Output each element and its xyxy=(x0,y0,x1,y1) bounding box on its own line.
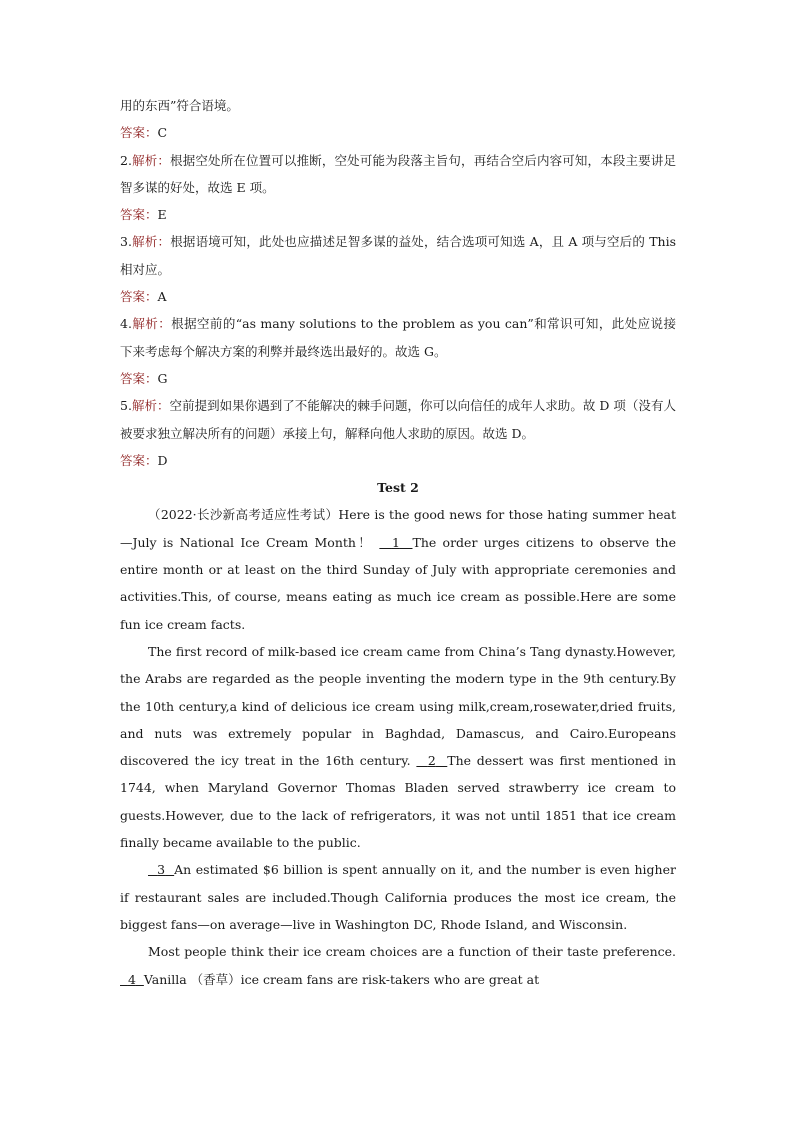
answer-label: 答案： xyxy=(120,125,158,141)
analysis-text: 根据语境可知，此处也应描述足智多谋的益处，结合选项可知选 A，且 A 项与空后的 This 相对应。 xyxy=(120,234,676,277)
analysis-item xyxy=(120,392,676,447)
answer-line xyxy=(120,447,676,474)
analysis-item xyxy=(120,228,676,283)
answer-label: 答案： xyxy=(120,370,158,386)
blank-2[interactable]: 2 xyxy=(427,753,436,769)
answer-line xyxy=(120,201,676,228)
passage-paragraph-1: （2022·长沙新高考适应性考试）Here is the good news for those hating summer heat—July is National Ice Cream Month！ 1 The order urges citizens to observe the entire month or at least on the third Sunday of July with appropriate ceremonies and activities.This, of course, means eating as much ice cream as possible.Here are some fun ice cream facts. xyxy=(120,507,676,632)
answer-line xyxy=(120,365,676,392)
analysis-label: 解析： xyxy=(131,398,170,414)
blank-4[interactable]: 4 xyxy=(127,971,136,987)
analysis-item xyxy=(120,310,676,365)
blank-3[interactable]: 3 xyxy=(157,862,166,878)
document-page xyxy=(120,92,676,993)
analysis-label: 解析： xyxy=(131,316,172,332)
analysis-label: 解析： xyxy=(131,234,171,250)
answer-label: 答案： xyxy=(120,289,158,305)
answer-line xyxy=(120,119,676,146)
answer-value: E xyxy=(157,207,167,223)
answer-value: C xyxy=(157,125,168,141)
test-title: Test 2 xyxy=(377,480,419,496)
exam-source: （2022·长沙新高考适应性考试） xyxy=(148,507,339,523)
analysis-text: 根据空处所在位置可以推断，空处可能为段落主旨句，再结合空后内容可知，本段主要讲足智多谋的好处，故选 E 项。 xyxy=(120,152,676,195)
answer-value: D xyxy=(157,452,168,468)
analysis-text: 空前提到如果你遇到了不能解决的棘手问题，你可以向信任的成年人求助。故 D 项（没有人被要求独立解决所有的问题）承接上句，解释向他人求助的原因。故选 D。 xyxy=(120,398,676,441)
item-number: 5. xyxy=(120,398,132,414)
answer-value: G xyxy=(157,370,168,386)
blank-1[interactable]: 1 xyxy=(391,534,400,550)
answer-label: 答案： xyxy=(120,207,158,223)
item-number: 2. xyxy=(120,152,132,168)
passage-paragraph-3: 3 An estimated $6 billion is spent annually on it, and the number is even higher if restaurant sales are included.Though California produces the most ice cream, the biggest fans—on average—live in Washington DC, Rhode Island, and Wisconsin. xyxy=(120,862,676,932)
answer-value: A xyxy=(157,289,167,305)
answer-line xyxy=(120,283,676,310)
analysis-item xyxy=(120,147,676,202)
item-number: 3. xyxy=(120,234,132,250)
item-number: 4. xyxy=(120,316,132,332)
analysis-label: 解析： xyxy=(131,152,171,168)
passage-paragraph-2: The first record of milk-based ice cream came from China’s Tang dynasty.However, the Arabs are regarded as the people inventing the modern type in the 9th century.By the 10th century,a kind of delicious ice cream using milk,cream,rosewater,dried fruits, and nuts was extremely popular in Baghdad, Damascus, and Cairo.Europeans discovered the icy treat in the 16th century. 2 The dessert was first mentioned in 1744, when Maryland Governor Thomas Bladen served strawberry ice cream to guests.However, due to the lack of refrigerators, it was not until 1851 that ice cream finally became available to the public. xyxy=(120,643,676,851)
answer-label: 答案： xyxy=(120,452,158,468)
passage-paragraph-4: Most people think their ice cream choices are a function of their taste preference. 4 Vanilla （香草）ice cream fans are risk-takers who are great at xyxy=(120,938,676,993)
analysis-continuation: 用的东西”符合语境。 xyxy=(120,98,239,113)
analysis-text: 根据空前的“as many solutions to the problem as you can”和常识可知，此处应说接下来考虑每个解决方案的利弊并最终选出最好的。故选 G。 xyxy=(120,316,676,359)
